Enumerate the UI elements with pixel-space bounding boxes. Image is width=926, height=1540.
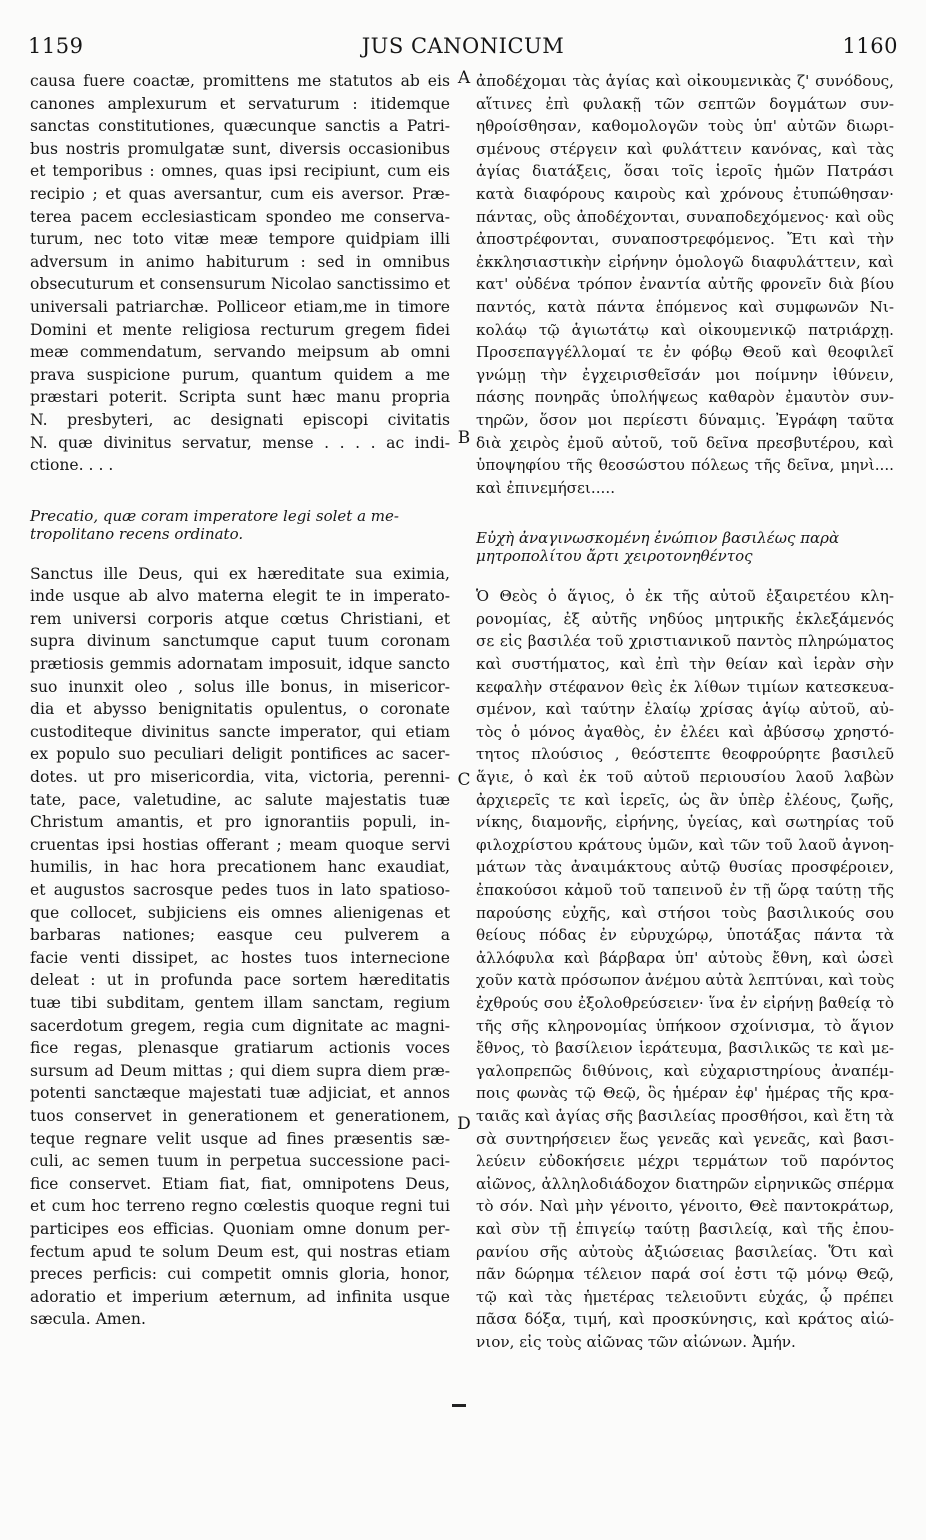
greek-prayer-text xyxy=(476,585,894,1353)
greek-text-line: καὶ συστήματος, καὶ ἐπὶ τὴν θείαν καὶ ἱερὰν σὴν xyxy=(476,655,894,674)
running-header xyxy=(28,34,898,66)
latin-text-line: turum, nec toto vitæ meæ tempore quidpiam illi xyxy=(30,230,450,249)
greek-title-line: Εὐχὴ ἀναγινωσκομένη ἐνώπιον βασιλέως παρὰ xyxy=(476,529,840,548)
greek-text-line: τηρῶν, ὅσον μοι περίεστι δύναμις. Ἐγράφη ταῦτα xyxy=(476,410,894,429)
latin-text-line: facie venti dissipet, ac hostes tuos internecione xyxy=(30,948,450,967)
latin-text-line: humilis, in hac hora precationem hanc exaudiat, xyxy=(30,858,450,877)
greek-text-line: πάντας, οὓς ἀποδέχονται, συναποδεχόμενος· καὶ οὓς xyxy=(476,207,894,226)
greek-text-line: ηθροίσθησαν, καθομολογῶν τοὺς ὑπ' αὐτῶν διωρι- xyxy=(476,117,894,136)
latin-text-line: sanctas constitutiones, quæcunque sanctis a Patri- xyxy=(30,117,450,136)
greek-text-line: ἅγιε, ὁ καὶ ἐκ τοῦ αὐτοῦ περιουσίου λαοῦ λαβὼν xyxy=(476,768,894,787)
latin-text-line: meæ commendatum, servando meipsum ab omni xyxy=(30,343,450,362)
latin-text-line: terea pacem ecclesiasticam spondeo me conserva- xyxy=(30,207,450,226)
greek-column xyxy=(476,70,894,1353)
latin-text-line: sæcula. Amen. xyxy=(30,1310,146,1329)
latin-text-line: canones amplexurum et servaturum : itidemque xyxy=(30,94,450,113)
greek-text-line: μάτων τὰς ἀναιμάκτους αὐτῷ θυσίας προσφέροιεν, xyxy=(476,858,894,877)
greek-text-line: σμένον, καὶ ταύτην ἐλαίῳ χρίσας ἁγίῳ αὐτοῦ, αὐ- xyxy=(476,700,894,719)
latin-text-line: dia et abysso benignitatis opulentus, o coronate xyxy=(30,700,450,719)
greek-text-line: νίκης, διαμονῆς, εἰρήνης, ὑγείας, καὶ σωτηρίας τοῦ xyxy=(476,813,894,832)
greek-text-line: ἐπακούσοι κἀμοῦ τοῦ ταπεινοῦ ἐν τῇ ὥρᾳ ταύτῃ τῆς xyxy=(476,881,894,899)
latin-text-line: Domini et mente religiosa recturum gregem fidei xyxy=(30,320,450,339)
latin-text-line: fice regas, plenasque gratiarum actionis voces xyxy=(30,1039,450,1058)
greek-text-line: τητος πλούσιος , θεόστεπτε θεοφρούρητε βασιλεῦ xyxy=(476,745,894,764)
greek-text-line: τῷ καὶ τὰς ἡμετέρας τελειοῦντι εὐχάς, ᾧ πρέπει xyxy=(476,1287,894,1306)
page-number-right: 1160 xyxy=(842,34,898,58)
greek-text-line: νιον, εἰς τοὺς αἰῶνας τῶν αἰώνων. Ἀμήν. xyxy=(476,1332,796,1351)
page-end-dash xyxy=(452,1404,466,1407)
latin-text-line: N. presbyteri, ac designati episcopi civitatis xyxy=(30,410,450,429)
greek-text-line: θείους πόδας ἐν εὐρυχώρῳ, ὑποτάξας πάντα τὰ xyxy=(476,926,894,945)
greek-text-line: ἀλλόφυλα καὶ βάρβαρα ὑπ' αὐτοὺς ἔθνη, καὶ ὡσεὶ xyxy=(476,948,894,967)
latin-text-line: sursum ad Deum mittas ; qui diem supra diem præ- xyxy=(30,1061,450,1080)
latin-text-line: tate, pace, valetudine, ac salute majestatis tuæ xyxy=(30,790,450,809)
latin-text-line: bus nostris promulgatæ sunt, diversis occasionibus xyxy=(30,139,450,158)
latin-text-line: N. quæ divinitus servatur, mense . . . . ac indi- xyxy=(30,433,450,452)
latin-text-line: ex populo suo peculiari deligit pontifices ac sacer- xyxy=(30,745,450,764)
greek-text-line: σμένους στέργειν καὶ φυλάττειν κανόνας, καὶ τὰς xyxy=(476,139,894,158)
latin-text-line: cruentas ipsi hostias offerant ; meam quoque servi xyxy=(30,835,450,854)
greek-text-line: κατ' οὐδένα τρόπον ἐναντία αὐτῆς φρονεῖν διὰ βίου xyxy=(476,275,894,294)
greek-text-line: καὶ ἐπινεμήσει..... xyxy=(476,478,616,497)
latin-text-line: inde usque ab alvo materna elegit te in imperato- xyxy=(30,587,450,606)
latin-text-line: et temporibus : omnes, quas ipsi recipiunt, cum eis xyxy=(30,162,450,181)
latin-text-line: adoratio et imperium æternum, ad infinita usque xyxy=(30,1287,450,1306)
latin-text-line: sacerdotum gregem, regia cum dignitate ac magni- xyxy=(30,1016,450,1035)
latin-text-line: et augustos sacrosque pedes tuos in lato spatioso- xyxy=(30,881,450,899)
latin-text-line: Christum amantis, et pro ignorantiis populi, in- xyxy=(30,813,450,832)
greek-text-line: γαλοπρεπῶς διθύνοις, καὶ εὐχαριστηρίους ἀναπέμ- xyxy=(476,1061,894,1080)
greek-text-line: ἁγίας διατάξεις, ὅσαι τοῖς ἱεροῖς ἡμῶν Πατράσι xyxy=(476,162,894,181)
greek-text-line: σε εἰς βασιλέα τοῦ χριστιανικοῦ παντὸς πληρώματος xyxy=(476,632,894,651)
greek-text-line: ἐκκλησιαστικὴν εἰρήνην ὁμολογῶ διαφυλάττειν, καὶ xyxy=(476,252,894,271)
running-title: JUS CANONICUM xyxy=(361,34,565,58)
greek-text-line: ρανίου σῆς αὐτοὺς ἀξιώσειας βασιλείας. Ὅτι καὶ xyxy=(476,1242,894,1261)
greek-text-line: πάσης πονηρᾶς ὑπολήψεως καθαρὸν ἐμαυτὸν συν- xyxy=(476,388,894,407)
greek-text-line: πᾶν δώρημα τέλειον παρά σοί ἐστι τῷ μόνῳ Θεῷ, xyxy=(476,1265,894,1284)
greek-text-line: ἀποστρέφονται, συναποστρεφόμενος. Ἔτι καὶ τὴν xyxy=(476,230,894,249)
greek-text-line: ρονομίας, ἐξ αὐτῆς νηδύος μητρικῆς ἐκλεξάμενός xyxy=(476,609,894,628)
greek-text-line: ἀρχιερεῖς τε καὶ ἱερεῖς, ὡς ἂν ὑπὲρ ἐλέους, ζωῆς, xyxy=(476,790,894,809)
page-number-left: 1159 xyxy=(28,34,84,58)
greek-text-line: τὸς ὁ μόνος ἀγαθὸς, ἐν ἐλέει καὶ ἀβύσσῳ χρηστό- xyxy=(476,722,894,741)
greek-text-line: ποις φωνὰς τῷ Θεῷ, ὃς ἡμέραν ἐφ' ἡμέρας τῆς κρα- xyxy=(476,1084,894,1103)
greek-text-line: φιλοχρίστου κράτους ὑμῶν, καὶ τῶν τοῦ λαοῦ ἀγνοη- xyxy=(476,835,894,854)
latin-text-line: prava suspicione purum, quantum quidem a me xyxy=(30,365,450,384)
latin-text-line: potenti sanctæque majestati tuæ adjiciat, et annos xyxy=(30,1084,450,1103)
latin-title-line: Precatio, quæ coram imperatore legi solet a me- xyxy=(30,506,399,525)
greek-text-line: Προσεπαγγέλλομαί τε ἐν φόβῳ Θεοῦ καὶ θεοφιλεῖ xyxy=(476,343,894,362)
latin-text-line: teque regnare velit usque ad fines præsentis sæ- xyxy=(30,1129,450,1148)
greek-title-line: μητροπολίτου ἄρτι χειροτονηθέντος xyxy=(476,547,753,566)
greek-text-line: αἵτινες ἐπὶ φυλακῇ τῶν σεπτῶν δογμάτων συν- xyxy=(476,94,894,113)
latin-text-line: ctione. . . . xyxy=(30,456,114,475)
latin-text-line: dotes. ut pro misericordia, vita, victoria, perenni- xyxy=(30,768,450,787)
greek-text-line: ὑποψηφίου τῆς θεοσώστου πόλεως τῆς δεῖνα, μηνὶ.... xyxy=(476,456,894,475)
latin-text-line: preces perficis: cui competit omnis gloria, honor, xyxy=(30,1265,450,1284)
latin-text-line: Sanctus ille Deus, qui ex hæreditate sua eximia, xyxy=(30,564,450,583)
greek-text-line: Ὁ Θεὸς ὁ ἅγιος, ὁ ἐκ τῆς αὐτοῦ ἐξαιρετέου κλη- xyxy=(476,587,894,606)
greek-text-line: γνώμῃ τὴν ἐγχειρισθεῖσάν μοι ποίμνην ἰθύνειν, xyxy=(476,365,894,384)
latin-text-line: fice conservet. Etiam fiat, fiat, omnipotens Deus, xyxy=(30,1174,450,1193)
greek-text-line: λεύειν εὐδοκήσειε μέχρι τερμάτων τοῦ παρόντος xyxy=(476,1152,894,1171)
latin-text-line: barbaras nationes; easque ceu pulverem a xyxy=(30,926,450,945)
latin-text-line: prætiosis gemmis adornatam imposuit, idque sancto xyxy=(30,655,450,674)
greek-text-line: πᾶσα δόξα, τιμή, καὶ προσκύνησις, καὶ κράτος αἰώ- xyxy=(476,1310,894,1329)
greek-text-line: ταιᾶς καὶ ἁγίας σῆς βασιλείας προσθήσοι, καὶ ἔτη τὰ xyxy=(476,1106,894,1125)
greek-text-line: ἀποδέχομαι τὰς ἁγίας καὶ οἰκουμενικὰς ζ' συνόδους, xyxy=(476,72,894,90)
greek-text-line: κατὰ διαφόρους καιροὺς καὶ χρόνους ἐτυπώθησαν· xyxy=(476,184,894,203)
greek-text-line: παρούσης εὐχῆς, καὶ στήσοι τοὺς βασιλικούς σου xyxy=(476,903,894,922)
latin-oath-text xyxy=(30,70,450,477)
latin-text-line: custoditeque divinitus sancte imperator, qui etiam xyxy=(30,722,450,741)
latin-text-line: deleat : ut in profunda pace sortem hæreditatis xyxy=(30,971,450,990)
greek-text-line: καὶ σὺν τῇ ἐπιγείῳ ταύτῃ βασιλείᾳ, καὶ τῆς ἐπου- xyxy=(476,1219,894,1238)
greek-text-line: διὰ χειρὸς ἐμοῦ αὐτοῦ, τοῦ δεῖνα πρεσβυτέρου, καὶ xyxy=(476,433,894,452)
latin-text-line: rem universi corporis atque cœtus Christiani, et xyxy=(30,609,450,628)
latin-text-line: que collocet, subjiciens eis omnes alienigenas et xyxy=(30,903,450,922)
latin-text-line: tuos conservet in generationem et generationem, xyxy=(30,1106,450,1125)
latin-prayer-title xyxy=(30,507,450,543)
greek-text-line: ἔθνος, τὸ βασίλειον ἱεράτευμα, βασιλικῶς τε καὶ με- xyxy=(476,1039,894,1058)
latin-title-line: tropolitano recens ordinato. xyxy=(30,524,244,543)
greek-text-line: αἰῶνος, ἀλληλοδιάδοχον διατηρῶν εἰρηνικῶς σπέρμα xyxy=(476,1174,894,1193)
latin-prayer-text xyxy=(30,563,450,1331)
latin-text-line: fectum apud te solum Deum est, qui nostras etiam xyxy=(30,1242,450,1261)
margin-marker-b: B xyxy=(457,428,471,448)
margin-marker-d: D xyxy=(457,1114,471,1134)
latin-text-line: suo inunxit oleo , solus ille bonus, in misericor- xyxy=(30,677,450,696)
latin-text-line: supra divinum sanctumque caput tuum coronam xyxy=(30,632,450,651)
greek-text-line: κολάῳ τῷ ἁγιωτάτῳ καὶ οἰκουμενικῷ πατριάρχῃ. xyxy=(476,320,894,339)
latin-text-line: recipio ; et quas aversantur, cum eis aversor. Præ- xyxy=(30,184,450,203)
greek-oath-text xyxy=(476,70,894,499)
latin-text-line: universali patriarchæ. Polliceor etiam,me in timore xyxy=(30,297,450,316)
latin-text-line: participes eos efficias. Quoniam omne donum per- xyxy=(30,1219,450,1238)
greek-text-line: χοῦν κατὰ πρόσωπον ἀνέμου αὐτὰ λεπτύναι, καὶ τοὺς xyxy=(476,971,895,990)
greek-text-line: τὸ σόν. Ναὶ μὴν γένοιτο, γένοιτο, Θεὲ παντοκράτωρ, xyxy=(476,1197,894,1216)
greek-text-line: ἐχθρούς σου ἐξολοθρεύσειεν· ἵνα ἐν εἰρήνῃ βαθείᾳ τὸ xyxy=(476,993,894,1012)
greek-text-line: σὰ συντηρήσειεν ἕως γενεᾶς καὶ γενεᾶς, καὶ βασι- xyxy=(476,1129,894,1148)
latin-text-line: præstari poterit. Scripta sunt hæc manu propria xyxy=(30,388,450,407)
margin-marker-c: C xyxy=(457,770,471,790)
greek-text-line: κεφαλὴν στέφανον θεὶς ἐκ λίθων τιμίων κατεσκευα- xyxy=(476,677,894,696)
latin-text-line: culi, ac semen tuum in perpetua successione paci- xyxy=(30,1152,450,1171)
greek-prayer-title xyxy=(476,529,894,565)
latin-text-line: tuæ tibi subditam, gentem illam sanctam, regium xyxy=(30,993,450,1012)
latin-text-line: adversum in animo habiturum : sed in omnibus xyxy=(30,252,450,271)
latin-text-line: obsecuturum et consensurum Nicolao sanctissimo et xyxy=(30,275,450,294)
latin-text-line: et cum hoc terreno regno cœlestis quoque regni tui xyxy=(30,1197,450,1216)
greek-text-line: παντός, κατὰ πάντα ἑπόμενος καὶ συμφωνῶν Νι- xyxy=(476,297,894,316)
greek-text-line: τῆς σῆς κληρονομίας ὑπήκοον σχοίνισμα, τὸ ἅγιον xyxy=(476,1016,894,1035)
margin-marker-a: A xyxy=(457,68,471,88)
latin-text-line: causa fuere coactæ, promittens me statutos ab eis xyxy=(30,72,450,90)
latin-column xyxy=(30,70,450,1331)
